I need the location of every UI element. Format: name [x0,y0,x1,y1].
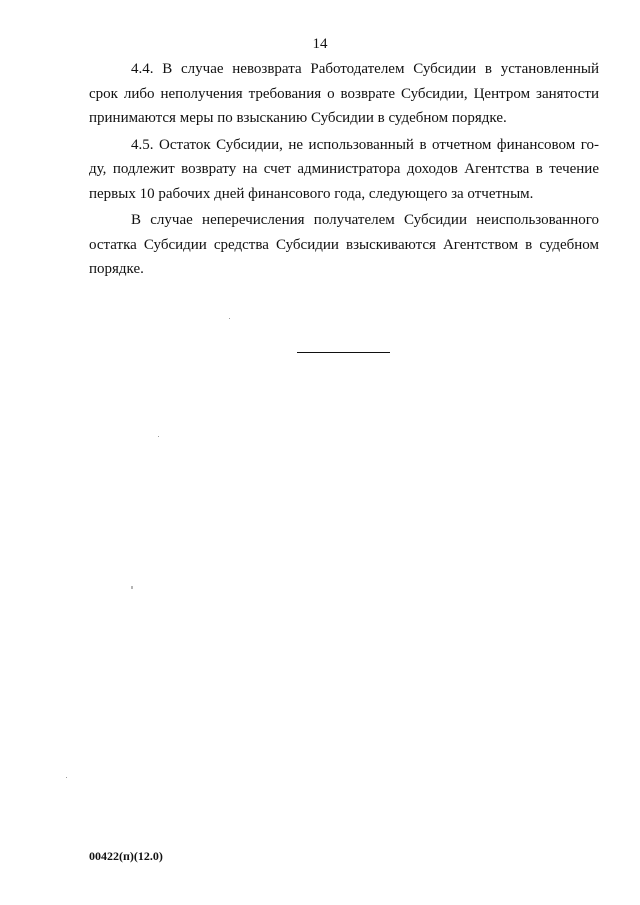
page-number: 14 [312,36,328,52]
paragraph-line: остатка Субсидии средства Субсидии взыскиваются Агентством в судебном [89,236,599,253]
document-code: 00422(п)(12.0) [89,849,163,863]
paragraph-line: порядке. [89,261,144,277]
paragraph-line: принимаются меры по взысканию Субсидии в судебном порядке. [89,110,507,126]
paragraph-line: первых 10 рабочих дней финансового года, следующего за отчетным. [89,185,534,202]
paragraph-refund-enforcement [89,208,599,282]
scan-speck [229,318,230,319]
paragraph-line: ду, подлежит возврату на счет администратора доходов Агентства в течение [89,161,599,177]
paragraph-4-4 [89,57,599,131]
scan-speck [66,777,67,778]
scan-speck [131,586,133,589]
paragraph-line: срок либо неполучения требования о возврате Субсидии, Центром занятости [89,85,599,102]
document-body [89,57,599,282]
paragraph-line: 4.5. Остаток Субсидии, не использованный в отчетном финансовом го- [131,136,599,153]
paragraph-4-5 [89,133,599,207]
paragraph-line: 4.4. В случае невозврата Работодателем Субсидии в установленный [131,61,599,77]
end-of-text-divider [297,352,390,353]
paragraph-line: В случае неперечисления получателем Субсидии неиспользованного [131,212,599,228]
scan-speck [158,436,159,437]
